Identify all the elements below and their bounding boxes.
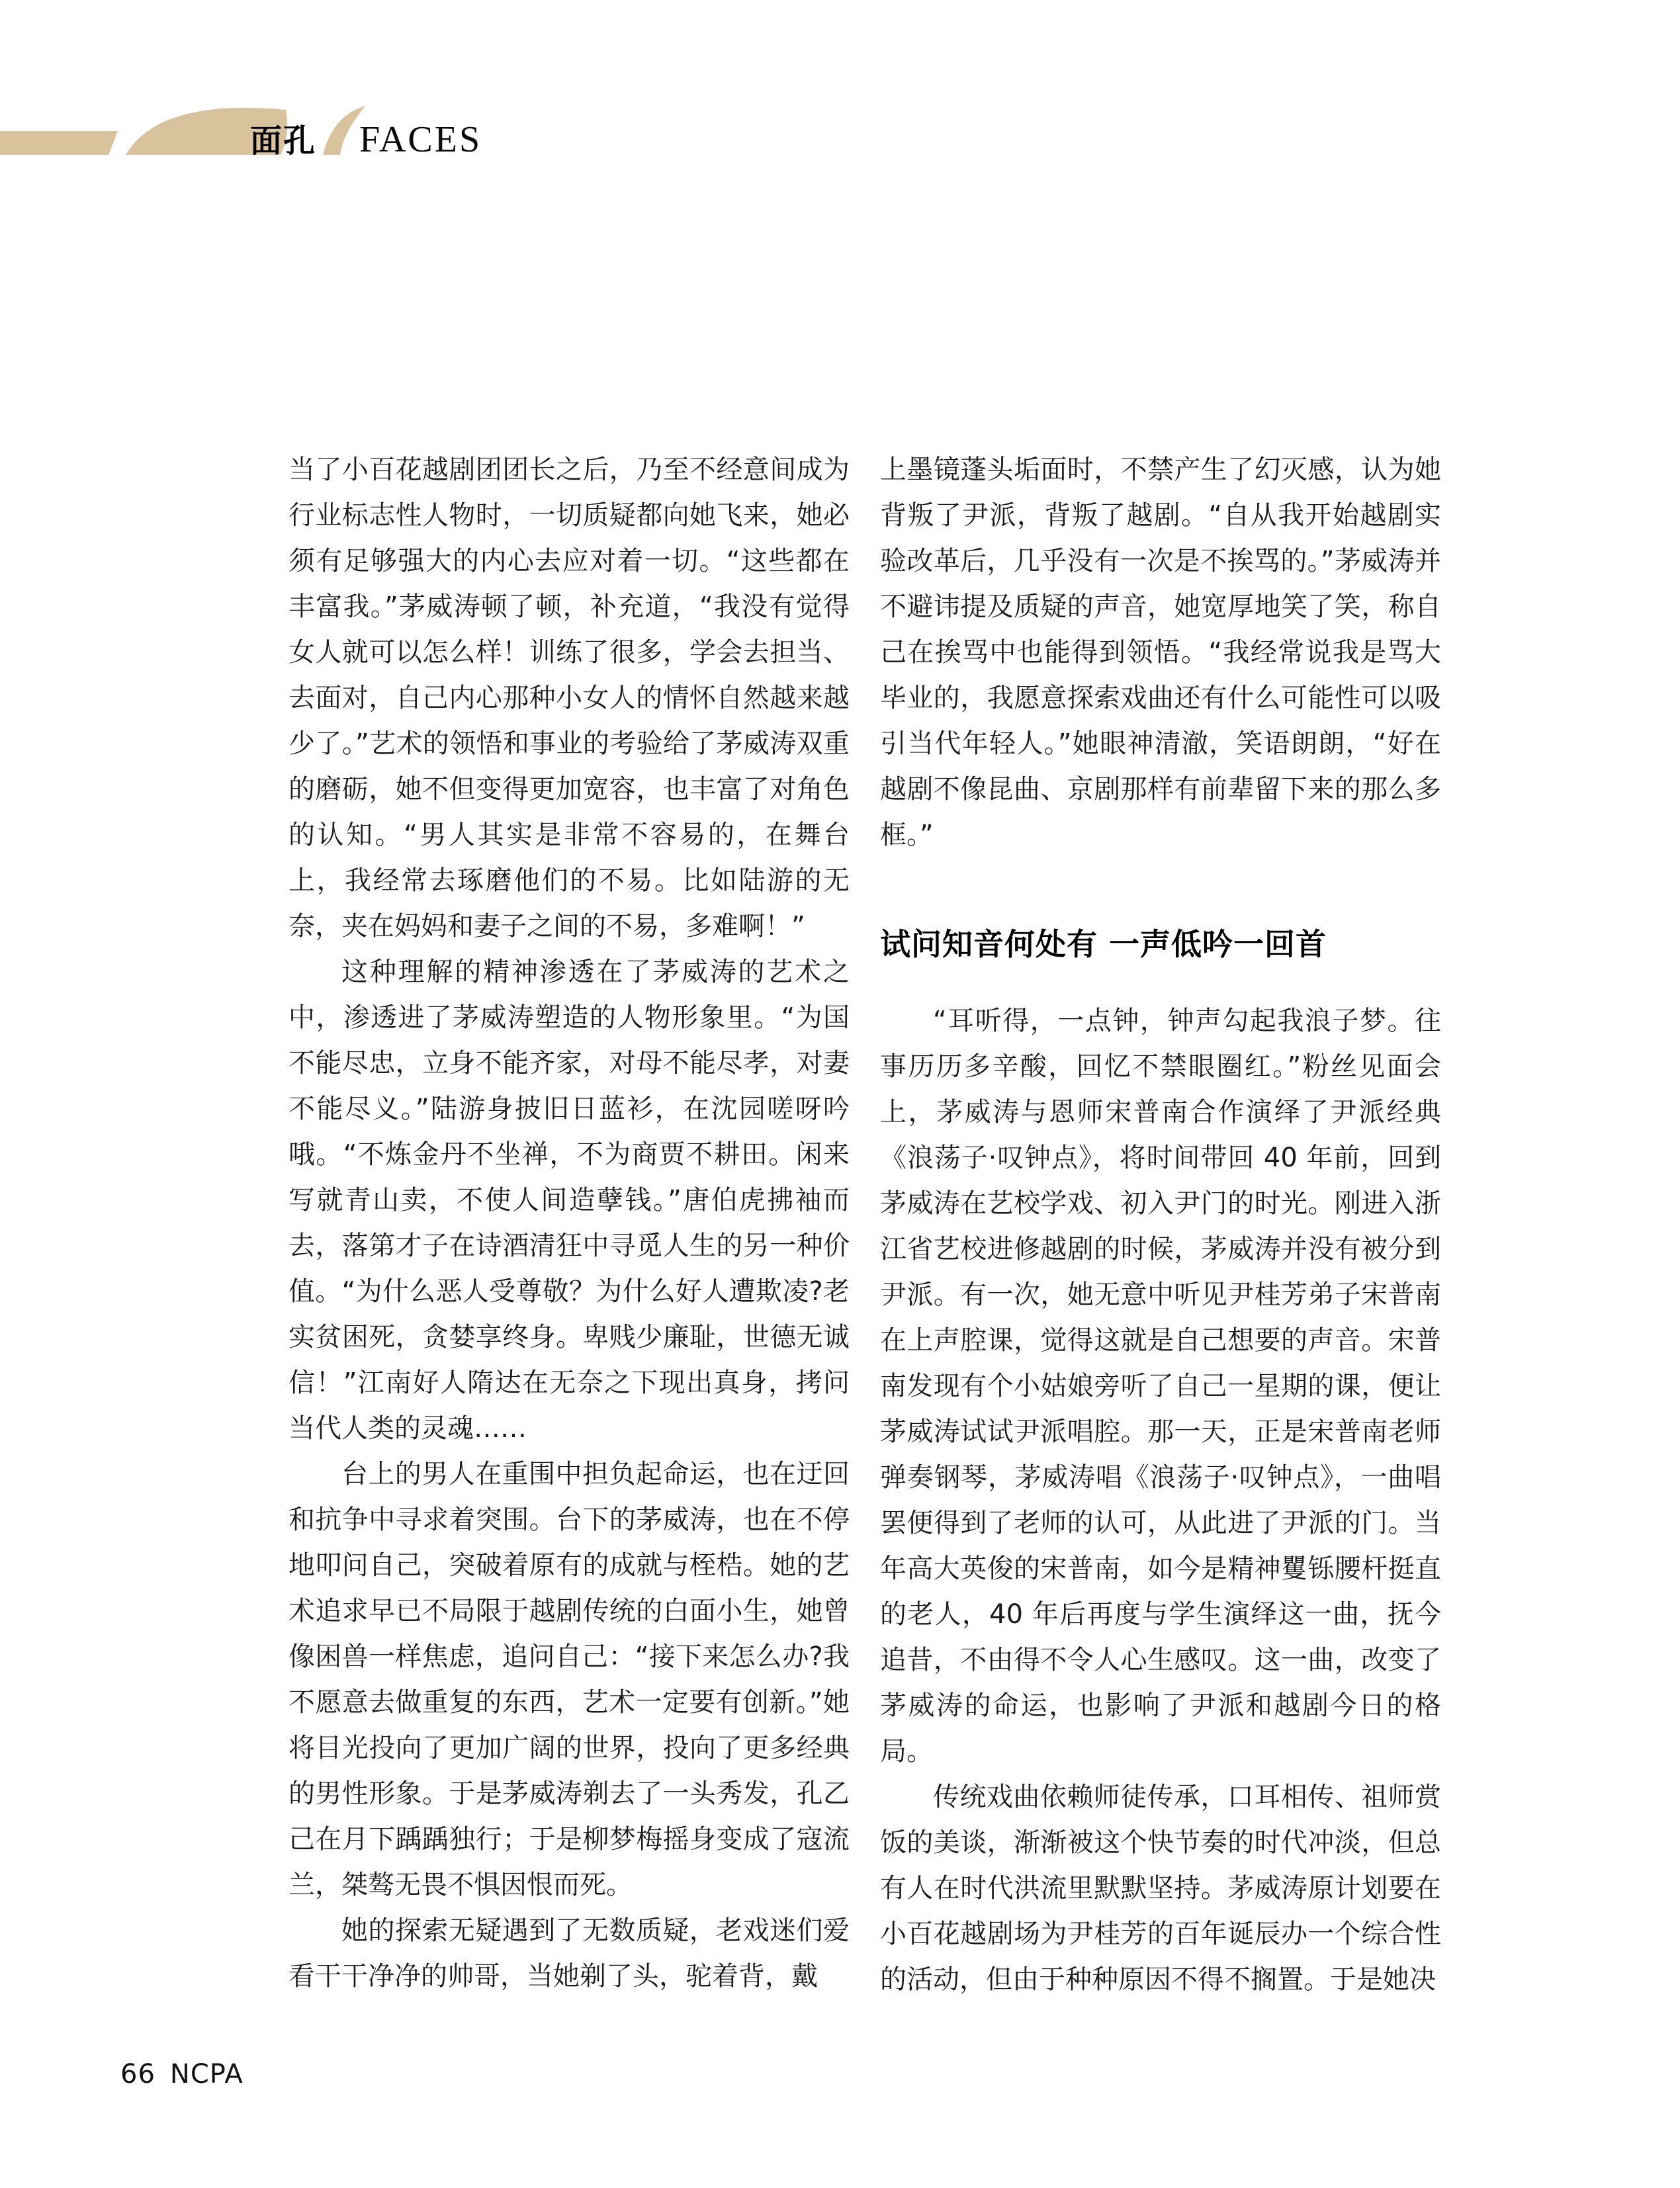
left-column (288, 447, 850, 1999)
right-column (880, 447, 1441, 2003)
section-title-en: FACES (359, 119, 482, 160)
paragraph: 她的探索无疑遇到了无数质疑，老戏迷们爱看干干净净的帅哥，当她剃了头，驼着背，戴 (288, 1915, 850, 1991)
paragraph: 台上的男人在重围中担负起命运，也在迂回和抗争中寻求着突围。台下的茅威涛，也在不停地叩问自己，突破着原有的成就与桎梏。她的艺术追求早已不局限于越剧传统的白面小生，她曾像困兽一样焦虑，追问自己：“接下来怎么办?我不愿意去做重复的东西，艺术一定要有创新。”她将目光投向了更加广阔的世界，投向了更多经典的男性形象。于是茅威涛剃去了一头秀发，孔乙己在月下踽踽独行；于是柳梦梅摇身变成了寇流兰，桀骜无畏不惧因恨而死。 (288, 1459, 850, 1900)
paragraph: 这种理解的精神渗透在了茅威涛的艺术之中，渗透进了茅威涛塑造的人物形象里。“为国不能尽忠，立身不能齐家，对母不能尽孝，对妻不能尽义。”陆游身披旧日蓝衫，在沈园嗟呀吟哦。“不炼金丹不坐禅，不为商贾不耕田。闲来写就青山卖，不使人间造孽钱。”唐伯虎拂袖而去，落第才子在诗酒清狂中寻觅人生的另一种价值。“为什么恶人受尊敬？为什么好人遭欺凌?老实贫困死，贪婪享终身。卑贱少廉耻，世德无诚信！”江南好人隋达在无奈之下现出真身，拷问当代人类的灵魂…… (288, 957, 850, 1444)
section-title-zh: 面孔 (250, 122, 317, 159)
paragraph: 当了小百花越剧团团长之后，乃至不经意间成为行业标志性人物时，一切质疑都向她飞来，她必须有足够强大的内心去应对着一切。“这些都在丰富我。”茅威涛顿了顿，补充道，“我没有觉得女人就可以怎么样！训练了很多，学会去担当、去面对，自己内心那种小女人的情怀自然越来越少了。”艺术的领悟和事业的考验给了茅威涛双重的磨砺，她不但变得更加宽容，也丰富了对角色的认知。“男人其实是非常不容易的，在舞台上，我经常去琢磨他们的不易。比如陆游的无奈，夹在妈妈和妻子之间的不易，多难啊！” (288, 455, 850, 941)
page-footer (120, 2059, 243, 2089)
paragraph: “耳听得，一点钟，钟声勾起我浪子梦。往事历历多辛酸，回忆不禁眼圈红。”粉丝见面会上，茅威涛与恩师宋普南合作演绎了尹派经典《浪荡子·叹钟点》，将时间带回 40 年前，回到茅威涛在艺校学戏、初入尹门的时光。刚进入浙江省艺校进修越剧的时候，茅威涛并没有被分到尹派。有一次，她无意中听见尹桂芳弟子宋普南在上声腔课，觉得这就是自己想要的声音。宋普南发现有个小姑娘旁听了自己一星期的课，便让茅威涛试试尹派唱腔。那一天，正是宋普南老师弹奏钢琴，茅威涛唱《浪荡子·叹钟点》，一曲唱罢便得到了老师的认可，从此进了尹派的门。当年高大英俊的宋普南，如今是精神矍铄腰杆挺直的老人，40 年后再度与学生演绎这一曲，抚今追昔，不由得不令人心生感叹。这一曲，改变了茅威涛的命运，也影响了尹派和越剧今日的格局。 (880, 1006, 1441, 1767)
section-heading: 试问知音何处有 一声低吟一回首 (880, 926, 1327, 962)
page-number: 66 (120, 2059, 155, 2089)
paragraph: 上墨镜蓬头垢面时，不禁产生了幻灭感，认为她背叛了尹派，背叛了越剧。“自从我开始越剧实验改革后，几乎没有一次是不挨骂的。”茅威涛并不避讳提及质疑的声音，她宽厚地笑了笑，称自己在挨骂中也能得到领悟。“我经常说我是骂大毕业的，我愿意探索戏曲还有什么可能性可以吸引当代年轻人。”她眼神清澈，笑语朗朗，“好在越剧不像昆曲、京剧那样有前辈留下来的那么多框。” (880, 455, 1441, 850)
journal-brand: NCPA (169, 2059, 243, 2089)
paragraph: 传统戏曲依赖师徒传承，口耳相传、祖师赏饭的美谈，渐渐被这个快节奏的时代冲淡，但总有人在时代洪流里默默坚持。茅威涛原计划要在小百花越剧场为尹桂芳的百年诞辰办一个综合性的活动，但由于种种原因不得不搁置。于是她决 (880, 1782, 1441, 1995)
header-accent-bar (0, 131, 118, 155)
